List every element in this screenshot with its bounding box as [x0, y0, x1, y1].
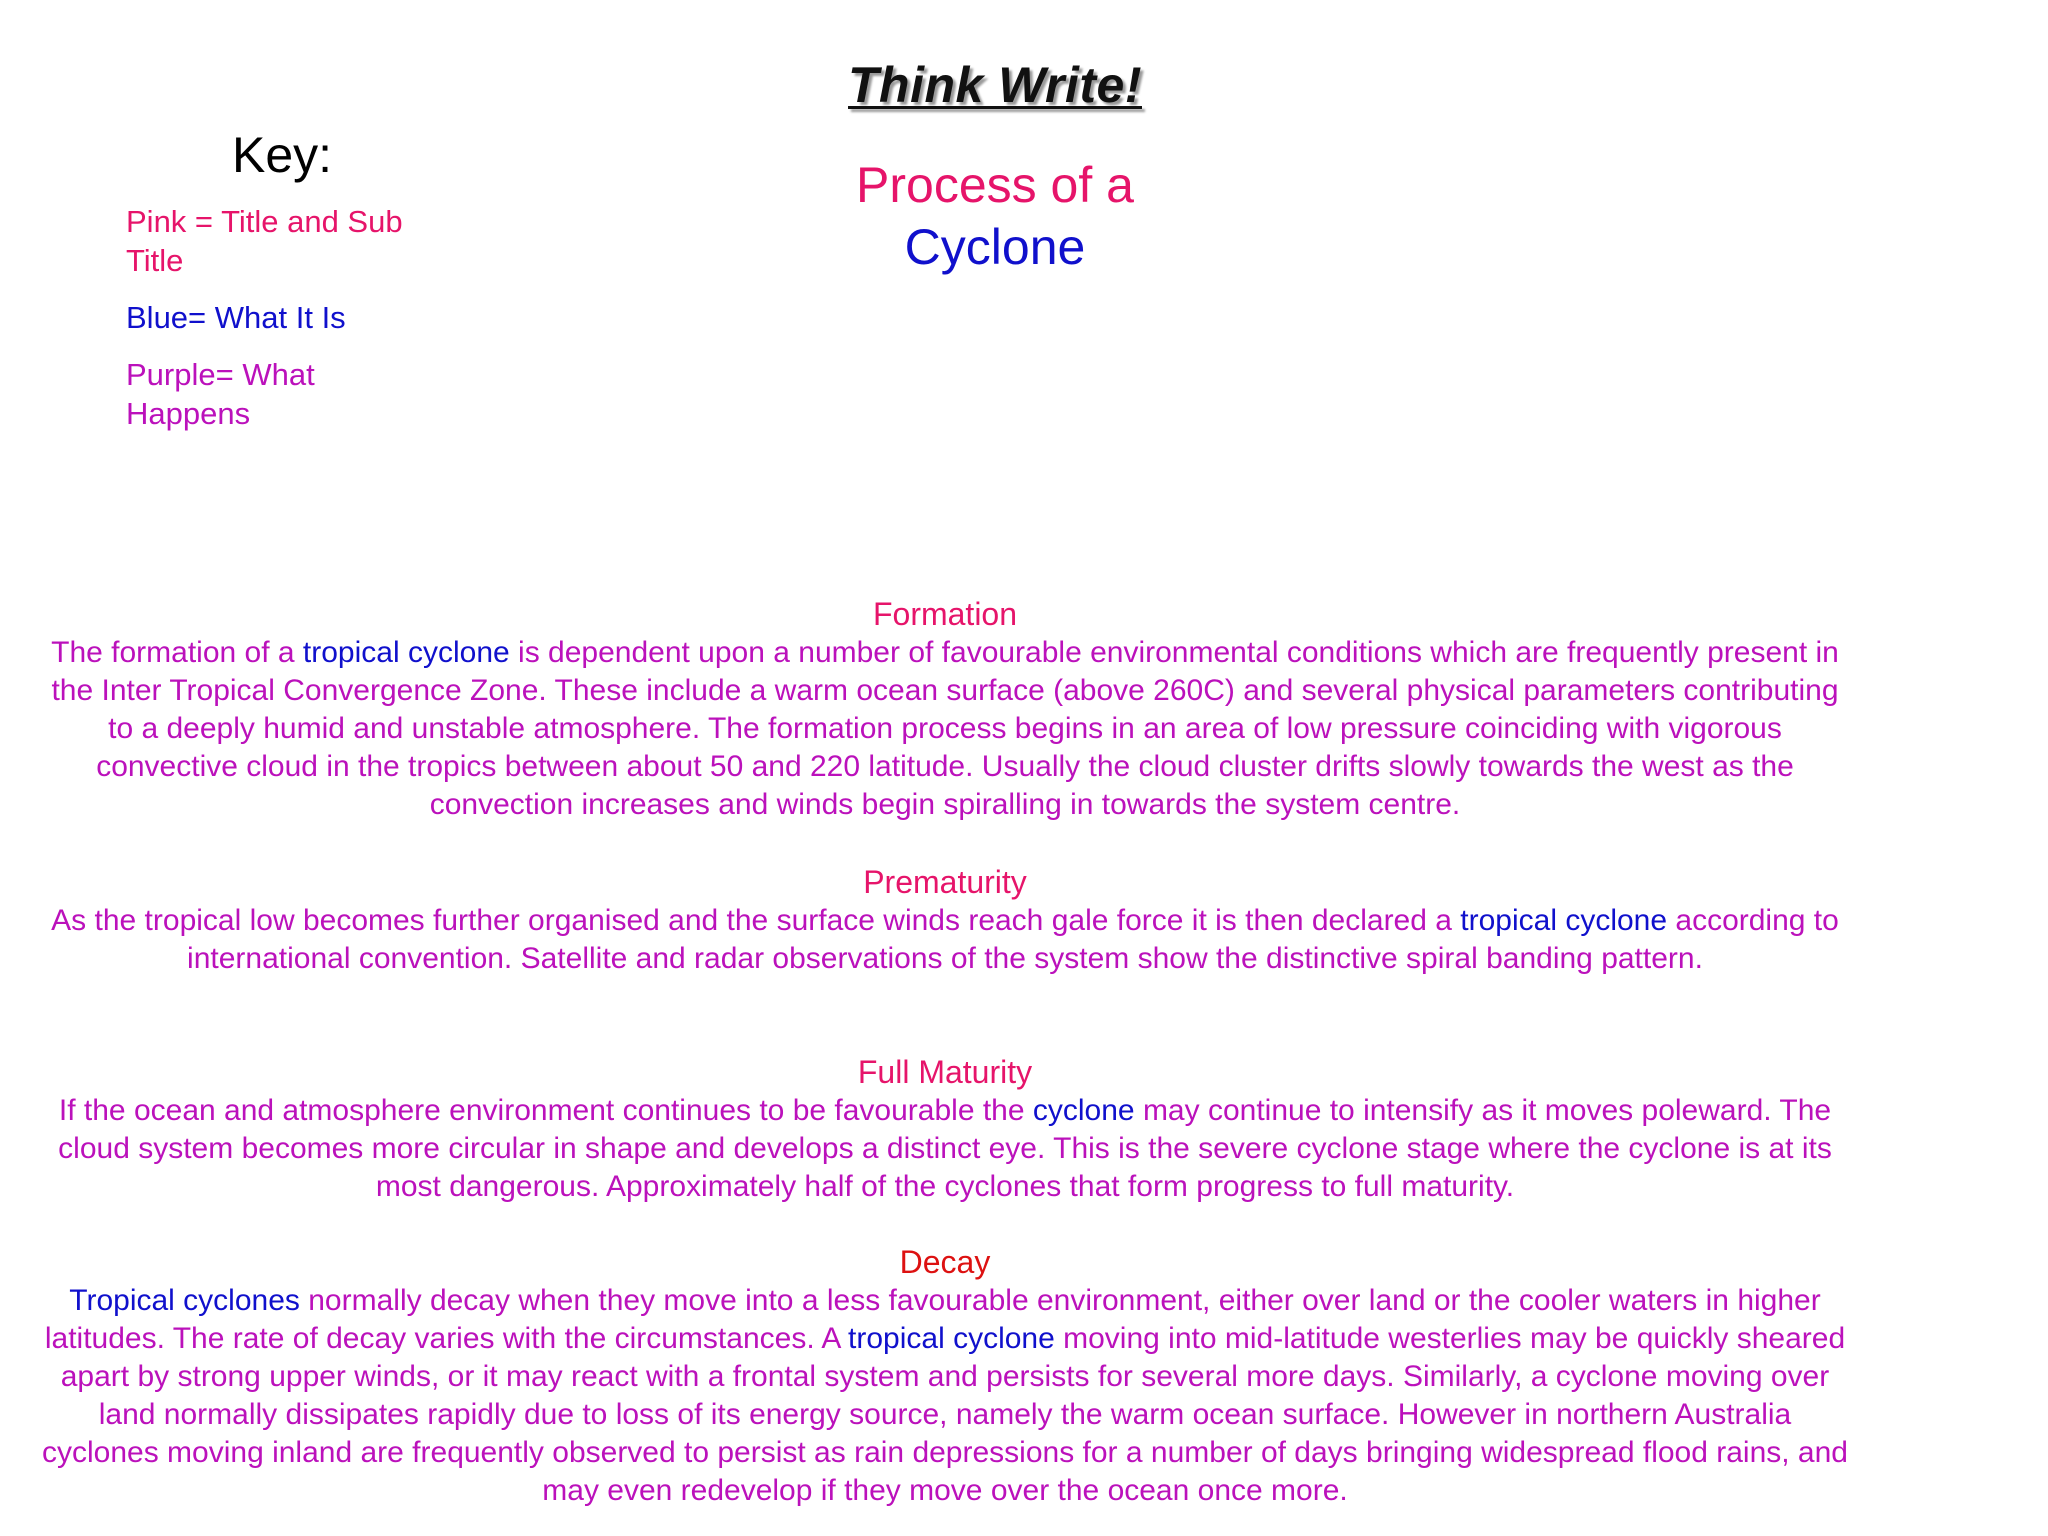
term-highlight: tropical cyclone [848, 1322, 1055, 1355]
section-full-maturity [40, 1052, 1850, 1206]
section-heading-full-maturity: Full Maturity [857, 1054, 1033, 1090]
main-title-line2: Cyclone [904, 219, 1086, 275]
section-body-decay [40, 1282, 1850, 1510]
body-text: may continue to intensify as it moves poleward. The cloud system becomes more circular in shape and develops a distinct eye. This is the severe cyclone stage where the cyclone is at its most dangerous. Approximately half of the cyclones that form progress to full maturity. [58, 1094, 1832, 1203]
page-header-title: Think Write! [848, 57, 1142, 113]
section-body-formation [40, 634, 1850, 824]
section-formation [40, 594, 1850, 824]
section-decay [40, 1242, 1850, 1510]
section-body-prematurity [40, 902, 1850, 978]
key-item-pink: Pink = Title and Sub Title [126, 204, 403, 278]
section-heading-prematurity: Prematurity [863, 864, 1027, 900]
body-text: If the ocean and atmosphere environment continues to be favourable the [58, 1094, 1033, 1127]
section-prematurity [40, 862, 1850, 978]
key-heading: Key: [232, 127, 333, 183]
section-heading-decay: Decay [899, 1244, 991, 1280]
term-highlight: tropical cyclone [302, 636, 510, 669]
section-heading-formation: Formation [872, 596, 1018, 632]
body-text: The formation of a [51, 636, 303, 669]
term-highlight: Tropical cyclones [69, 1284, 300, 1317]
term-highlight: cyclone [1032, 1094, 1135, 1127]
main-title-line1: Process of a [856, 157, 1134, 213]
key-item-blue: Blue= What It Is [126, 300, 346, 335]
body-text: is dependent upon a number of favourable environmental conditions which are frequently present in the Inter Tropical Convergence Zone. These include a warm ocean surface (above 260C) and several physical parameters contributing to a deeply humid and unstable atmosphere. The formation process begins in an area of low pressure coinciding with vigorous convective cloud in the tropics between about 50 and 220 latitude. Usually the cloud cluster drifts slowly towards the west as the convection increases and winds begin spiralling in towards the system centre. [51, 636, 1839, 821]
section-body-full-maturity [40, 1092, 1850, 1206]
body-text: normally decay when they move into a less favourable environment, either over land or the cooler waters in higher latitudes. The rate of decay varies with the circumstances. A [44, 1284, 1821, 1355]
main-title [800, 154, 1190, 278]
term-highlight: tropical cyclone [1460, 904, 1668, 937]
body-text: moving into mid-latitude westerlies may be quickly sheared apart by strong upper winds, or it may react with a frontal system and persists for several more days. Similarly, a cyclone moving over land normally dissipates rapidly due to loss of its energy source, namely the warm ocean surface. However in northern Australia cyclones moving inland are frequently observed to persist as rain depressions for a number of days bringing widespread flood rains, and may even redevelop if they move over the ocean once more. [41, 1322, 1848, 1507]
body-text: As the tropical low becomes further organised and the surface winds reach gale force it is then declared a [51, 904, 1461, 937]
key-item-purple: Purple= What Happens [126, 357, 315, 431]
body-text: according to international convention. Satellite and radar observations of the system show the distinctive spiral banding pattern. [187, 904, 1839, 975]
